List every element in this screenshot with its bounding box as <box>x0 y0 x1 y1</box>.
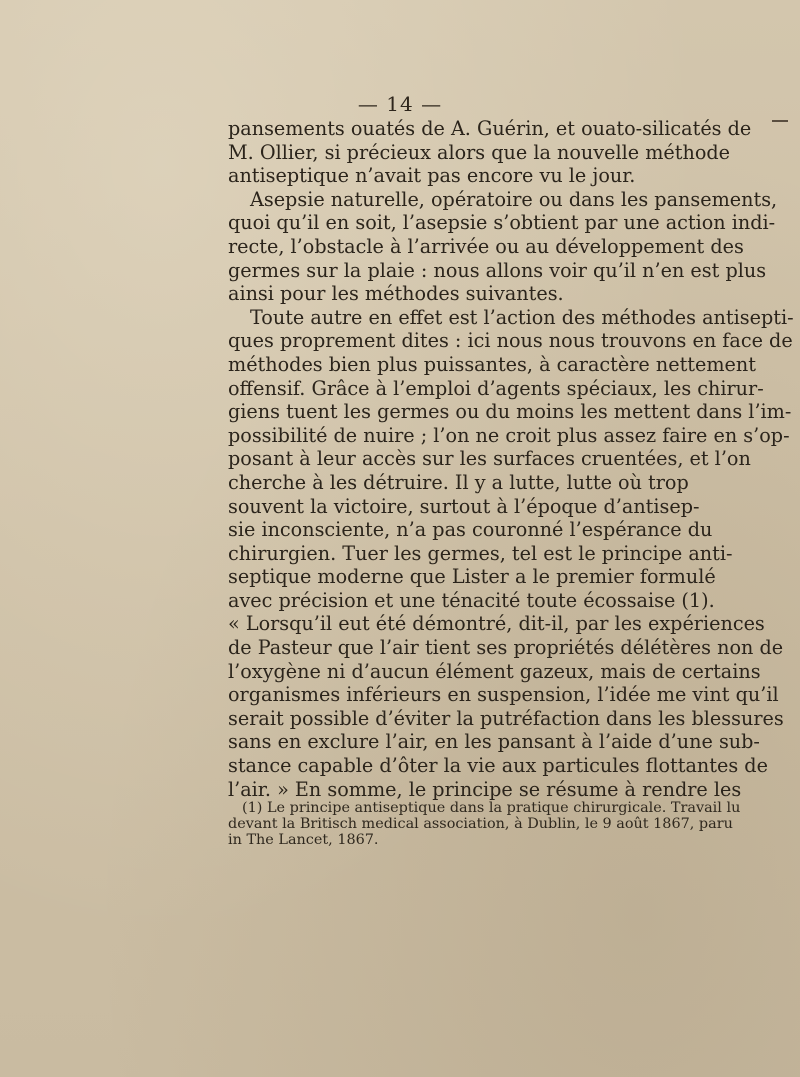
text-line: de Pasteur que l’air tient ses propriétés délétères non de <box>228 636 784 660</box>
text-line: ques proprement dites : ici nous nous trouvons en face de <box>228 329 793 353</box>
text-line: sie inconsciente, n’a pas couronné l’espérance du <box>228 518 713 542</box>
text-line: méthodes bien plus puissantes, à caractère nettement <box>228 352 756 376</box>
text-line: antiseptique n’avait pas encore vu le jour. <box>228 164 636 188</box>
text-line: l’air. » En somme, le principe se résume à rendre les <box>228 777 742 801</box>
text-line: septique moderne que Lister a le premier formulé <box>228 565 716 589</box>
text-line: recte, l’obstacle à l’arrivée ou au développement des <box>228 234 744 258</box>
footnote-line: (1) Le principe antiseptique dans la pratique chirurgicale. Travail lu <box>242 800 741 816</box>
text-line: Toute autre en effet est l’action des méthodes antisepti- <box>250 305 794 329</box>
text-line: quoi qu’il en soit, l’asepsie s’obtient par une action indi- <box>228 211 776 235</box>
page-number: — 14 — <box>357 92 443 116</box>
margin-mark <box>772 120 788 122</box>
text-line: souvent la victoire, surtout à l’époque d’antisep- <box>228 494 700 518</box>
footnote-line: devant la Britisch medical association, à Dublin, le 9 août 1867, paru <box>228 816 733 832</box>
footnote <box>228 800 741 848</box>
text-line: stance capable d’ôter la vie aux particules flottantes de <box>228 754 768 778</box>
text-line: giens tuent les germes ou du moins les mettent dans l’im- <box>228 400 792 424</box>
text-line: sans en exclure l’air, en les pansant à l’aide d’une sub- <box>228 730 760 754</box>
text-line: possibilité de nuire ; l’on ne croit plus assez faire en s’op- <box>228 423 790 447</box>
body-text <box>228 117 794 801</box>
text-line: serait possible d’éviter la putréfaction dans les blessures <box>228 706 784 730</box>
text-line: Asepsie naturelle, opératoire ou dans les pansements, <box>250 187 778 211</box>
text-line: l’oxygène ni d’aucun élément gazeux, mais de certains <box>228 659 761 683</box>
text-line: offensif. Grâce à l’emploi d’agents spéciaux, les chirur- <box>228 376 764 400</box>
text-line: M. Ollier, si précieux alors que la nouvelle méthode <box>228 140 731 164</box>
text-line: organismes inférieurs en suspension, l’idée me vint qu’il <box>228 683 779 707</box>
text-line: germes sur la plaie : nous allons voir qu’il n’en est plus <box>228 258 767 282</box>
text-line: cherche à les détruire. Il y a lutte, lutte où trop <box>228 470 689 494</box>
text-line: avec précision et une ténacité toute écossaise (1). <box>228 588 715 612</box>
text-line: « Lorsqu’il eut été démontré, dit-il, par les expériences <box>228 612 765 636</box>
text-line: pansements ouatés de A. Guérin, et ouato-silicatés de <box>228 117 752 140</box>
text-line: chirurgien. Tuer les germes, tel est le principe anti- <box>228 541 733 565</box>
text-line: posant à leur accès sur les surfaces cruentées, et l’on <box>228 447 751 471</box>
text-line: ainsi pour les méthodes suivantes. <box>228 282 564 306</box>
footnote-line: in The Lancet, 1867. <box>228 832 379 848</box>
